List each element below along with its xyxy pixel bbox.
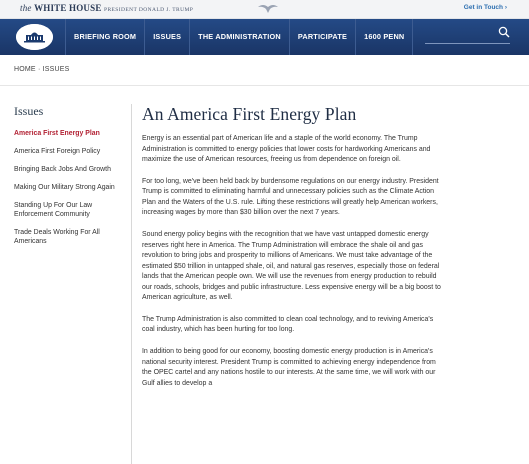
issues-sidebar bbox=[14, 104, 124, 256]
nav-menu bbox=[65, 19, 413, 55]
brand-president: PRESIDENT DONALD J. TRUMP bbox=[103, 7, 194, 13]
brand-name: WHITE HOUSE bbox=[34, 3, 102, 13]
article-paragraph: For too long, we've been held back by burdensome regulations on our energy industry. President Trump is committed to eliminating harmful and unnecessary policies such as the Climate Action Plan and the Waters of the U.S. rule. Lifting these restrictions will greatly help American workers, increasing wages by more than $30 billion over the next 7 years. bbox=[142, 177, 439, 217]
top-utility-bar bbox=[0, 0, 529, 19]
nav-item-issues[interactable]: ISSUES bbox=[144, 19, 189, 55]
breadcrumb-separator: · bbox=[35, 66, 43, 73]
article-paragraph: In addition to being good for our economy, boosting domestic energy production is in America's national security interest. President Trump is committed to achieving energy independence from the OPEC cartel and any nations hostile to our interests. At the same time, we will work with our Gulf allies to develop a bbox=[142, 348, 436, 387]
white-house-wordmark[interactable] bbox=[20, 3, 193, 13]
sidebar-item-military[interactable]: Making Our Military Strong Again bbox=[14, 183, 115, 191]
sidebar-title: Issues bbox=[14, 104, 44, 118]
nav-item-the-administration[interactable]: THE ADMINISTRATION bbox=[189, 19, 289, 55]
white-house-building-icon bbox=[16, 24, 53, 50]
breadcrumb bbox=[0, 55, 529, 86]
sidebar-item-trade-deals[interactable]: Trade Deals Working For All Americans bbox=[14, 228, 100, 245]
get-in-touch-link[interactable]: Get in Touch › bbox=[463, 4, 507, 11]
breadcrumb-current: ISSUES bbox=[42, 66, 70, 73]
nav-item-participate[interactable]: PARTICIPATE bbox=[289, 19, 355, 55]
nav-item-1600-penn[interactable]: 1600 PENN bbox=[355, 19, 413, 55]
sidebar-item-law-enforcement[interactable]: Standing Up For Our Law Enforcement Community bbox=[14, 201, 93, 218]
column-divider bbox=[131, 104, 132, 464]
article-paragraph: The Trump Administration is also committed to clean coal technology, and to reviving America's coal industry, which has been hurting for too long. bbox=[142, 315, 434, 334]
article-paragraph: Sound energy policy begins with the recognition that we have vast untapped domestic energy reserves right here in America. The Trump Administration will embrace the shale oil and gas revolution to bring jobs and prosperity to millions of Americans. We must take advantage of the estimated $50 trillion in untapped shale, oil, and natural gas reserves, especially those on federal lands that the American people own. We will use the revenues from energy production to rebuild our roads, schools, bridges and public infrastructure. Less expensive energy will be a big boost to American agriculture, as well. bbox=[142, 230, 441, 302]
search-input[interactable] bbox=[425, 35, 501, 47]
sidebar-item-energy-plan[interactable]: America First Energy Plan bbox=[14, 130, 100, 137]
search-box bbox=[425, 29, 510, 44]
brand-prefix: the bbox=[20, 3, 32, 13]
search-icon[interactable] bbox=[498, 26, 510, 38]
main-navigation bbox=[0, 19, 529, 55]
sidebar-item-foreign-policy[interactable]: America First Foreign Policy bbox=[14, 147, 101, 155]
eagle-seal-icon bbox=[257, 2, 279, 14]
white-house-logo[interactable] bbox=[16, 24, 53, 50]
page-title: An America First Energy Plan bbox=[142, 104, 357, 124]
nav-item-briefing-room[interactable]: BRIEFING ROOM bbox=[65, 19, 144, 55]
sidebar-item-jobs-growth[interactable]: Bringing Back Jobs And Growth bbox=[14, 165, 111, 173]
article-paragraph: Energy is an essential part of American life and a staple of the world economy. The Trump Administration is committed to energy policies that lower costs for hardworking Americans and maximize the use of American resources, freeing us from dependence on foreign oil. bbox=[142, 135, 431, 164]
article bbox=[142, 104, 442, 400]
breadcrumb-home-link[interactable]: HOME bbox=[14, 66, 36, 73]
